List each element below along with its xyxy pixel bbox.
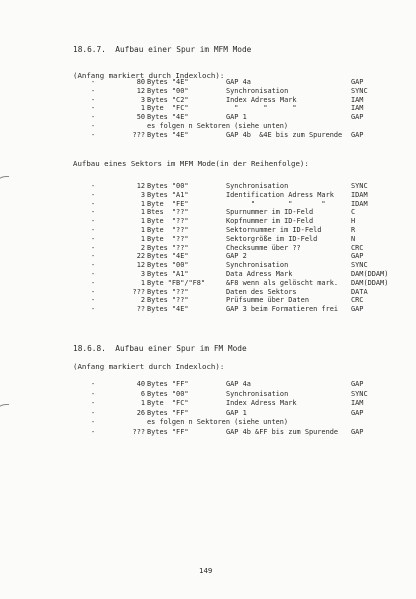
row-bytes: Bytes "4E": [147, 252, 189, 261]
table-row: [91, 390, 411, 399]
row-bytes: Bytes "00": [147, 389, 189, 398]
table-row: [91, 252, 411, 261]
page-number: 149: [199, 566, 213, 575]
table-row: [91, 104, 411, 113]
row-bytes: Byte "FB"/"F8": [147, 278, 206, 287]
table-row: [91, 399, 411, 408]
table-row: [91, 270, 411, 279]
row-code: SYNC: [351, 261, 368, 270]
row-dash: -: [91, 86, 96, 95]
row-code: GAP: [351, 113, 364, 122]
row-code: GAP: [351, 380, 364, 388]
row-description: Synchronisation: [226, 86, 289, 95]
row-description: GAP 3 beim Formatieren frei: [226, 305, 339, 314]
row-count: 2: [140, 296, 145, 305]
row-description: Kopfnummer im ID-Feld: [226, 217, 314, 226]
row-count: 1: [140, 226, 145, 234]
table-row: [91, 279, 411, 288]
row-bytes: Byte "??": [147, 226, 189, 234]
row-code: H: [351, 217, 356, 226]
table-row: [91, 409, 411, 418]
row-count: 1: [140, 199, 145, 208]
row-bytes: es folgen n Sektoren (siehe unten): [147, 122, 289, 130]
row-dash: -: [91, 199, 96, 208]
row-code: GAP: [351, 428, 364, 436]
row-description: Data Adress Mark: [226, 270, 293, 278]
row-bytes: Bytes "??": [147, 296, 189, 305]
row-dash: -: [91, 399, 96, 408]
row-count: 1: [140, 399, 145, 408]
punch-hole-mark: [0, 404, 9, 417]
row-dash: -: [91, 234, 96, 243]
section-intro-fm-track: (Anfang markiert durch Indexloch):: [73, 362, 225, 371]
row-count: ???: [132, 287, 145, 296]
row-bytes: Byte "FE": [147, 199, 189, 208]
row-description: Spurnummer im ID-Feld: [226, 208, 314, 217]
row-code: DAM(DDAM): [351, 278, 389, 287]
row-bytes: es folgen n Sektoren (siehe unten): [147, 418, 289, 427]
row-code: DATA: [351, 287, 368, 296]
row-code: DAM(DDAM): [351, 270, 389, 278]
row-description: GAP 4a: [226, 380, 251, 388]
row-description: GAP 4b &FF bis zum Spurende: [226, 428, 339, 436]
row-bytes: Bytes "FF": [147, 428, 189, 436]
row-count: 1: [140, 104, 145, 113]
section-heading-fm-track: 18.6.8. Aufbau einer Spur im FM Mode: [73, 344, 247, 353]
row-description: Checksumme über ??: [226, 243, 301, 252]
row-description: Index Adress Mark: [226, 399, 297, 408]
row-bytes: Bytes "A1": [147, 190, 189, 199]
table-row: [91, 131, 411, 140]
row-description: &F8 wenn als gelöscht mark.: [226, 278, 339, 287]
row-code: SYNC: [351, 182, 368, 190]
row-description: Sektornummer im ID-Feld: [226, 226, 322, 234]
row-dash: -: [91, 278, 96, 287]
row-count: 3: [140, 95, 145, 104]
row-bytes: Bytes "00": [147, 86, 189, 95]
row-dash: -: [91, 226, 96, 234]
row-bytes: Bytes "4E": [147, 305, 189, 314]
row-bytes: Btes "??": [147, 208, 189, 217]
row-description: Synchronisation: [226, 182, 289, 190]
row-count: 6: [140, 389, 145, 398]
row-dash: -: [91, 261, 96, 270]
row-dash: -: [91, 182, 96, 190]
row-dash: -: [91, 305, 96, 314]
row-bytes: Bytes "00": [147, 182, 189, 190]
row-code: GAP: [351, 130, 364, 139]
row-dash: -: [91, 380, 96, 388]
row-dash: -: [91, 418, 96, 427]
row-bytes: Bytes "00": [147, 261, 189, 270]
table-row: [91, 200, 411, 209]
row-bytes: Bytes "A1": [147, 270, 189, 278]
row-count: 1: [140, 217, 145, 226]
row-dash: -: [91, 408, 96, 417]
table-row: [91, 380, 411, 389]
row-dash: -: [91, 130, 96, 139]
row-bytes: Bytes "4E": [147, 113, 189, 122]
row-code: GAP: [351, 408, 364, 417]
row-bytes: Bytes "4E": [147, 130, 189, 139]
row-bytes: Bytes "FF": [147, 408, 189, 417]
row-count: ???: [132, 130, 145, 139]
table-row: [91, 96, 411, 105]
row-bytes: Bytes "??": [147, 287, 189, 296]
section-intro-mfm-track: (Anfang markiert durch Indexloch):: [73, 71, 225, 80]
table-row: [91, 208, 411, 217]
row-bytes: Bytes "C2": [147, 95, 189, 104]
row-dash: -: [91, 208, 96, 217]
row-count: 2: [140, 243, 145, 252]
row-dash: -: [91, 428, 96, 436]
row-dash: -: [91, 78, 96, 86]
row-code: IAM: [351, 104, 364, 113]
punch-hole-mark: [0, 176, 9, 189]
row-dash: -: [91, 190, 96, 199]
row-bytes: Bytes "4E": [147, 78, 189, 86]
row-description: Synchronisation: [226, 261, 289, 270]
row-count: 40: [136, 380, 145, 388]
row-dash: -: [91, 122, 96, 130]
row-description: GAP 4b &4E bis zum Spurende: [226, 130, 343, 139]
row-bytes: Byte "??": [147, 217, 189, 226]
table-row: [91, 244, 411, 253]
table-row: [91, 191, 411, 200]
row-count: 3: [140, 270, 145, 278]
table-row: [91, 87, 411, 96]
row-bytes: Bytes "FF": [147, 380, 189, 388]
row-code: IAM: [351, 399, 364, 408]
row-count: ???: [132, 428, 145, 436]
row-description: Prüfsumme über Daten: [226, 296, 309, 305]
row-count: 1: [140, 208, 145, 217]
row-description: GAP 1: [226, 113, 247, 122]
row-description: Identification Adress Mark: [226, 190, 334, 199]
row-code: GAP: [351, 305, 364, 314]
row-count: 12: [136, 182, 145, 190]
row-code: IAM: [351, 95, 364, 104]
row-dash: -: [91, 252, 96, 261]
row-description: GAP 1: [226, 408, 247, 417]
row-code: CRC: [351, 296, 364, 305]
table-row: [91, 305, 411, 314]
table-row: [91, 261, 411, 270]
row-description: Synchronisation: [226, 389, 289, 398]
row-dash: -: [91, 287, 96, 296]
section-intro-mfm-sector: Aufbau eines Sektors im MFM Mode(in der Reihenfolge):: [73, 159, 309, 168]
row-dash: -: [91, 104, 96, 113]
table-row: [91, 296, 411, 305]
table-row: [91, 182, 411, 191]
table-row: [91, 288, 411, 297]
row-description: Daten des Sektors: [226, 287, 297, 296]
row-code: CRC: [351, 243, 364, 252]
row-dash: -: [91, 95, 96, 104]
row-count: 1: [140, 278, 145, 287]
row-description: GAP 4a: [226, 78, 251, 86]
row-bytes: Bytes "??": [147, 243, 189, 252]
row-description: GAP 2: [226, 252, 247, 261]
table-row: [91, 418, 411, 427]
row-description: " " ": [226, 104, 297, 113]
row-code: N: [351, 234, 356, 243]
row-code: IDAM: [351, 190, 368, 199]
row-code: GAP: [351, 252, 364, 261]
table-row: [91, 122, 411, 131]
row-count: 12: [136, 261, 145, 270]
row-code: C: [351, 208, 356, 217]
row-count: 80: [136, 78, 145, 86]
row-bytes: Byte "??": [147, 234, 189, 243]
table-row: [91, 217, 411, 226]
row-count: 1: [140, 234, 145, 243]
row-count: ??: [136, 305, 145, 314]
row-description: " " ": [226, 199, 326, 208]
section-heading-mfm-track: 18.6.7. Aufbau einer Spur im MFM Mode: [73, 45, 252, 54]
row-dash: -: [91, 243, 96, 252]
table-row: [91, 78, 411, 87]
table-row: [91, 235, 411, 244]
row-dash: -: [91, 296, 96, 305]
row-description: Sektorgröße im ID-Feld: [226, 234, 318, 243]
row-count: 26: [136, 408, 145, 417]
table-row: [91, 113, 411, 122]
row-dash: -: [91, 217, 96, 226]
table-row: [91, 428, 411, 437]
row-bytes: Byte "FC": [147, 104, 189, 113]
table-row: [91, 226, 411, 235]
row-code: SYNC: [351, 389, 368, 398]
row-count: 22: [136, 252, 145, 261]
row-description: Index Adress Mark: [226, 95, 297, 104]
row-dash: -: [91, 113, 96, 122]
row-dash: -: [91, 270, 96, 278]
row-bytes: Byte "FC": [147, 399, 189, 408]
row-code: R: [351, 226, 356, 234]
row-count: 12: [136, 86, 145, 95]
row-dash: -: [91, 389, 96, 398]
row-code: SYNC: [351, 86, 368, 95]
row-code: IDAM: [351, 199, 368, 208]
row-count: 3: [140, 190, 145, 199]
row-code: GAP: [351, 78, 364, 86]
row-count: 50: [136, 113, 145, 122]
